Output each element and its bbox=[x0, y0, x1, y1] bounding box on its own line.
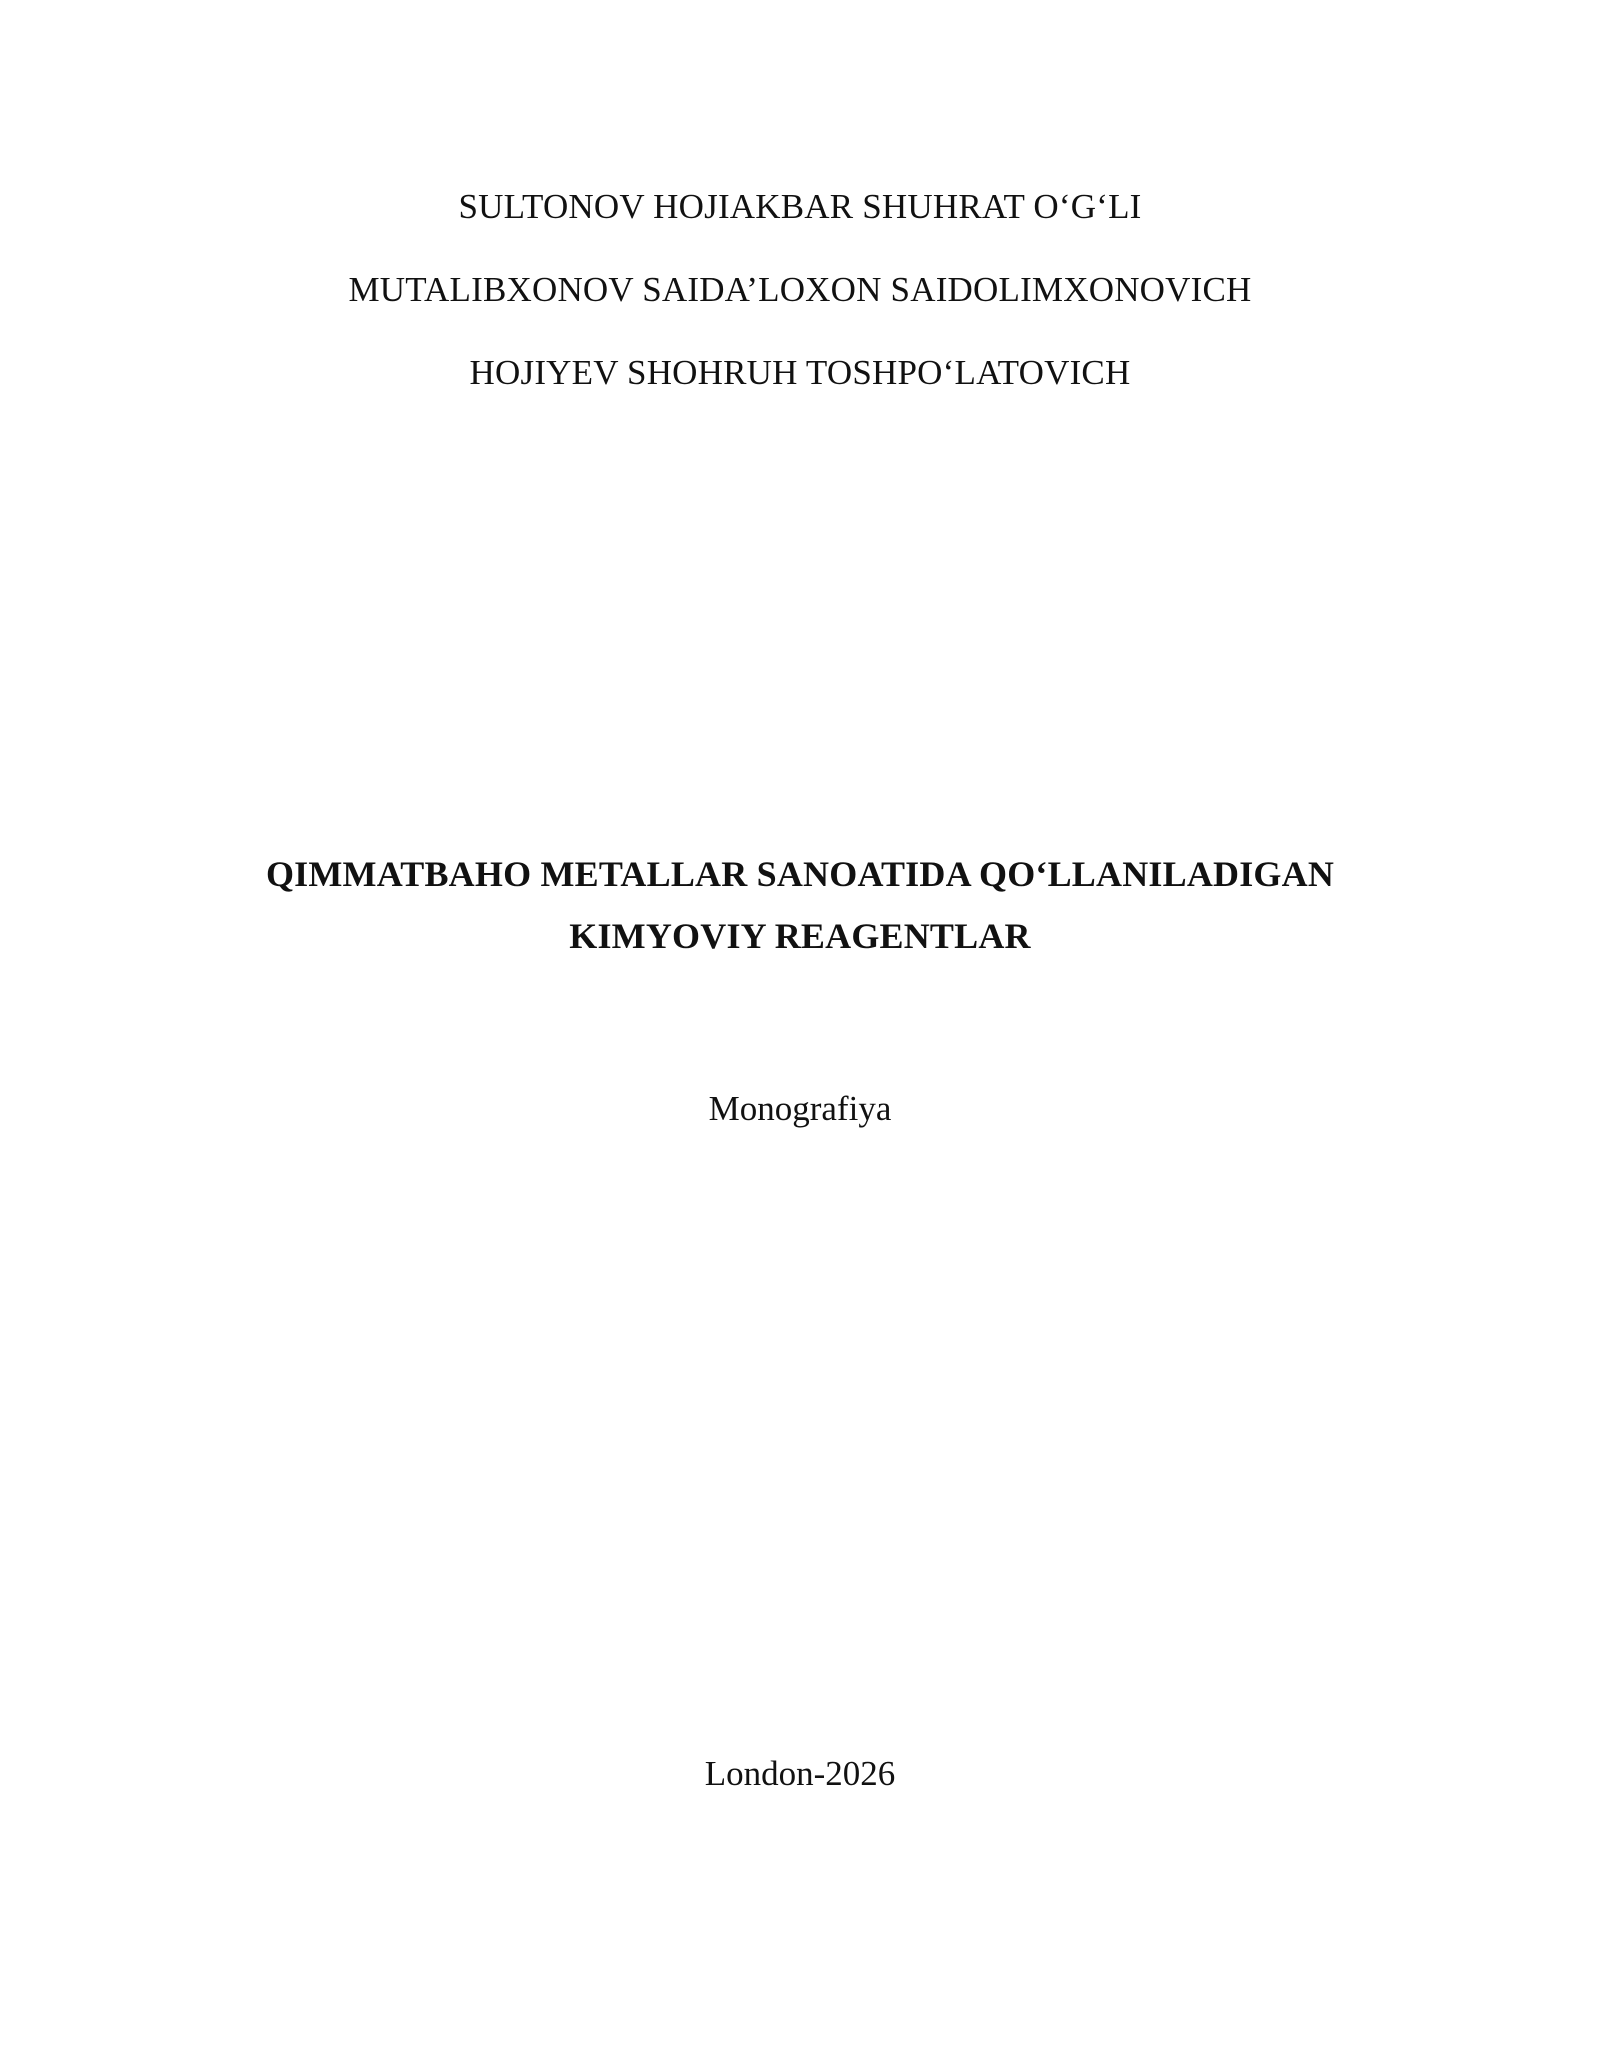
author-3: HOJIYEV SHOHRUH TOSHPO‘LATOVICH bbox=[469, 353, 1131, 392]
book-subtitle: Monografiya bbox=[708, 1089, 892, 1128]
book-title-line-1: QIMMATBAHO METALLAR SANOATIDA QO‘LLANILADIGAN bbox=[265, 854, 1335, 894]
publication-place-year: London-2026 bbox=[704, 1754, 896, 1793]
author-1: SULTONOV HOJIAKBAR SHUHRAT O‘G‘LI bbox=[458, 187, 1142, 226]
book-title-line-2: KIMYOVIY REAGENTLAR bbox=[569, 916, 1031, 956]
author-2: MUTALIBXONOV SAIDA’LOXON SAIDOLIMXONOVICH bbox=[348, 270, 1252, 309]
